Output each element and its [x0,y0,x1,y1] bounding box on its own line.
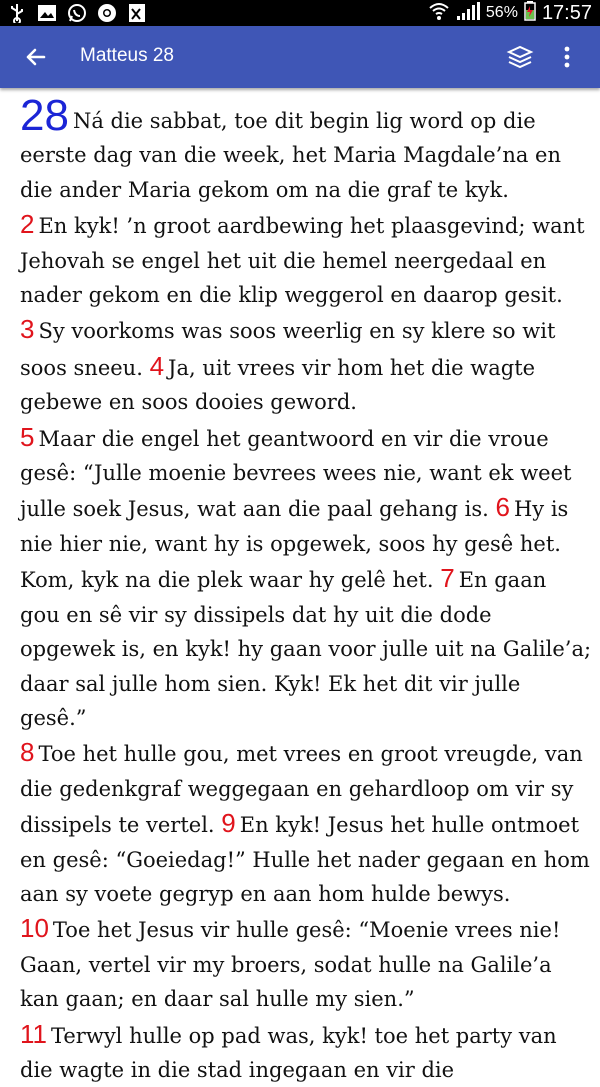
verse-paragraph [20,312,592,419]
verse-text: Maar die engel het geantwoord en vir die vroue gesê: “Julle moenie bevrees wees nie, want ek weet julle soek Jesus, wat aan die paal gehang is. [20,426,572,522]
verse-text: Ná die sabbat, toe dit begin lig word op die eerste dag van die week, het Maria Magdale’na en die ander Maria gekom om na die graf te kyk. [20,109,562,202]
status-indicators [428,0,592,26]
excel-icon [126,3,148,23]
verse-number[interactable]: 11 [20,1018,47,1049]
app-bar [0,26,600,88]
usb-icon [6,3,28,23]
verse-number[interactable]: 7 [440,563,455,594]
clock: 17:57 [541,1,592,24]
verse-number[interactable]: 9 [221,808,236,839]
verse-number[interactable]: 5 [20,421,35,452]
verse-text: Terwyl hulle op pad was, kyk! toe het party van die wagte in die stad ingegaan en vir die [20,1023,557,1082]
chapter-text [20,91,592,1087]
verse-paragraph [20,911,592,1016]
verse-number[interactable]: 10 [20,913,49,944]
verse-number[interactable]: 3 [20,314,35,345]
verse-text: Ja, uit vrees vir hom het die wagte gebewe en soos dooies geword. [20,355,536,415]
whatsapp-icon [66,3,88,23]
status-bar [0,0,600,26]
verse-paragraph [20,735,592,911]
verse-text: Sy voorkoms was soos weerlig en sy klere so wit soos sneeu. [20,319,556,380]
battery-percent: 56% [485,4,518,21]
battery-icon [524,1,536,26]
verse-text: En kyk! Jesus het hulle ontmoet en gesê: “Goeiedag!” Hulle het nader gegaan en hom aan sy voete gegryp en aan hom hulde bewys. [20,813,590,906]
image-icon [36,3,58,23]
more-options-button[interactable] [556,45,578,69]
verse-text: Hy is nie hier nie, want hy is opgewek, soos hy gesê het. Kom, kyk na die plek waar hy gelê het. [20,497,569,593]
verse-number[interactable]: 4 [149,350,165,381]
chapter-number: 28 [20,91,69,140]
signal-icon [456,1,480,26]
verse-paragraph [20,91,592,207]
verse-paragraph [20,207,592,312]
verse-text: En gaan gou en sê vir sy dissipels dat hy uit die dode opgewek is, en kyk! hy gaan voor julle uit na Galile’a; daar sal julle hom sien. Kyk! Ek het dit vir julle gesê.” [20,568,592,730]
verse-text: En kyk! ’n groot aardbewing het plaasgevind; want Jehovah se engel het uit die hemel neergedaal en nader gekom en die klip weggerol en daarop gesit. [20,214,585,308]
chrome-icon [96,3,118,23]
layers-icon [506,44,534,70]
notification-icons [6,3,148,23]
verse-number[interactable]: 6 [495,492,510,523]
more-vert-icon [556,45,578,69]
layers-button[interactable] [506,44,534,70]
verse-number[interactable]: 8 [20,737,35,768]
wifi-icon [428,1,450,26]
verse-paragraph [20,420,592,736]
verse-text: Toe het hulle gou, met vrees en groot vreugde, van die gedenkgraf weggegaan en gehardloop om vir sy dissipels te vertel. [20,742,583,838]
verse-text: Toe het Jesus vir hulle gesê: “Moenie vrees nie! Gaan, vertel vir my broers, sodat hulle na Galile’a kan gaan; en daar sal hulle my sien.” [20,918,561,1012]
verse-paragraph [20,1017,592,1087]
page-title: Matteus 28 [80,45,174,66]
back-button[interactable] [22,43,50,71]
verse-number[interactable]: 2 [20,209,35,240]
arrow-left-icon [22,43,50,71]
